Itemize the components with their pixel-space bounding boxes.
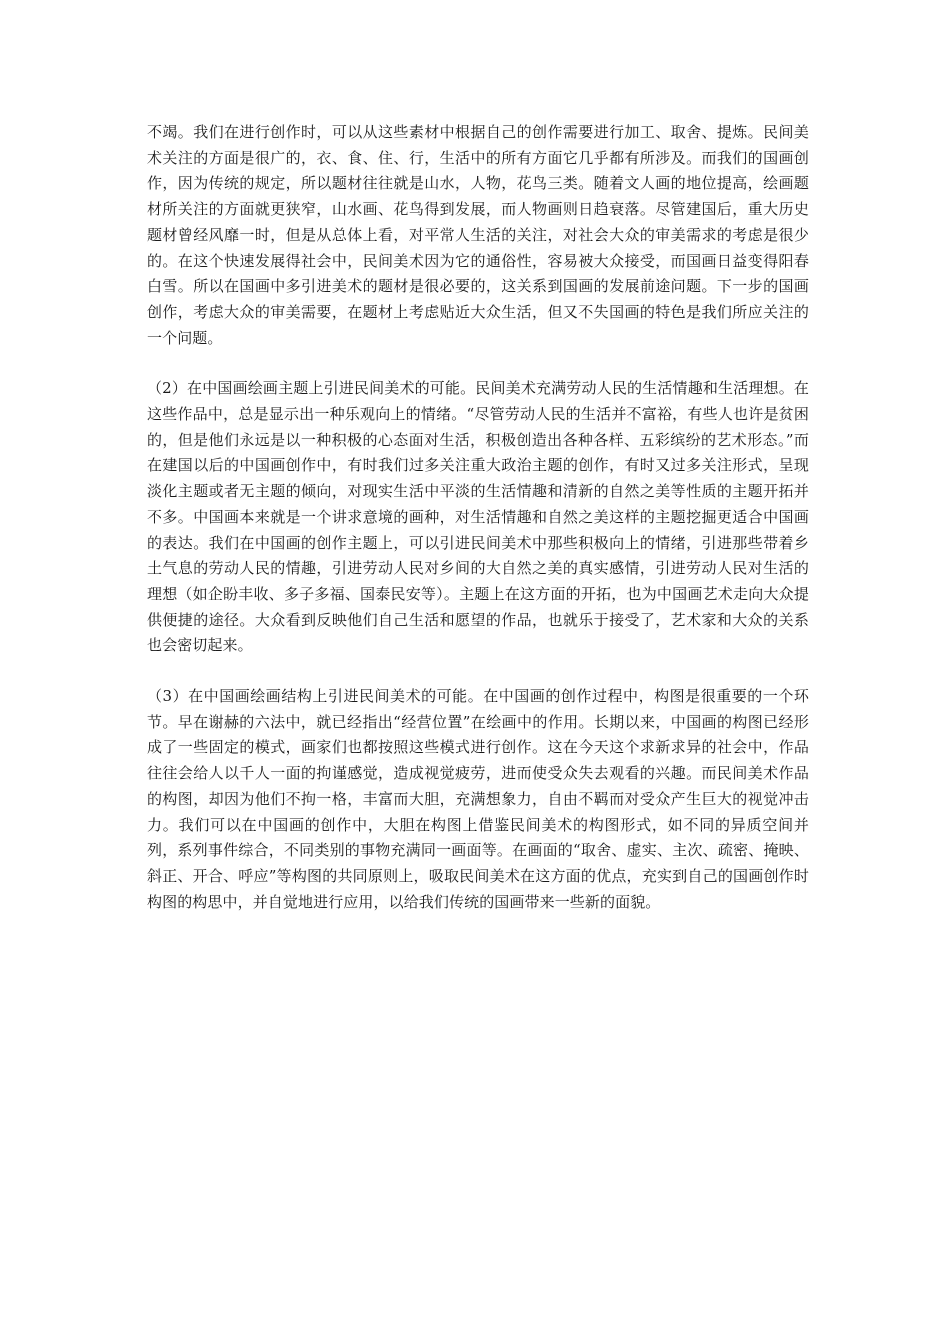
paragraph-subject-matter: 不竭。我们在进行创作时，可以从这些素材中根据自己的创作需要进行加工、取舍、提炼。民间美术关注的方面是很广的，衣、食、住、行，生活中的所有方面它几乎都有所涉及。而我们的国画创作，因为传统的规定，所以题材往往就是山水，人物，花鸟三类。随着文人画的地位提高，绘画题材所关注的方面就更狭窄，山水画、花鸟得到发展，而人物画则日趋衰落。尽管建国后，重大历史题材曾经风靡一时，但是从总体上看，对平常人生活的关注，对社会大众的审美需求的考虑是很少的。在这个快速发展得社会中，民间美术因为它的通俗性，容易被大众接受，而国画日益变得阳春白雪。所以在国画中多引进美术的题材是很必要的，这关系到国画的发展前途问题。下一步的国画创作，考虑大众的审美需要，在题材上考虑贴近大众生活，但又不失国画的特色是我们所应关注的一个问题。 — [147, 123, 809, 347]
paragraph-composition: （3）在中国画绘画结构上引进民间美术的可能。在中国画的创作过程中，构图是很重要的一个环节。早在谢赫的六法中，就已经指出“经营位置”在绘画中的作用。长期以来，中国画的构图已经形成了一些固定的模式，画家们也都按照这些模式进行创作。这在今天这个求新求异的社会中，作品往往会给人以千人一面的拘谨感觉，造成视觉疲劳，进而使受众失去观看的兴趣。而民间美术作品的构图，却因为他们不拘一格，丰富而大胆，充满想象力，自由不羁而对受众产生巨大的视觉冲击力。我们可以在中国画的创作中，大胆在构图上借鉴民间美术的构图形式，如不同的异质空间并列，系列事件综合，不同类别的事物充满同一画面等。在画面的“取舍、虚实、主次、疏密、掩映、斜正、开合、呼应”等构图的共同原则上，吸取民间美术在这方面的优点，充实到自己的国画创作时构图的构思中，并自觉地进行应用，以给我们传统的国画带来一些新的面貌。 — [147, 687, 809, 911]
document-body — [147, 120, 809, 915]
paragraph-theme: （2）在中国画绘画主题上引进民间美术的可能。民间美术充满劳动人民的生活情趣和生活理想。在这些作品中，总是显示出一种乐观向上的情绪。“尽管劳动人民的生活并不富裕，有些人也许是贫困的，但是他们永远是以一种积极的心态面对生活，积极创造出各种各样、五彩缤纷的艺术形态。”而在建国以后的中国画创作中，有时我们过多关注重大政治主题的创作，有时又过多关注形式，呈现淡化主题或者无主题的倾向，对现实生活中平淡的生活情趣和清新的自然之美等性质的主题开拓并不多。中国画本来就是一个讲求意境的画种，对生活情趣和自然之美这样的主题挖掘更适合中国画的表达。我们在中国画的创作主题上，可以引进民间美术中那些积极向上的情绪，引进那些带着乡土气息的劳动人民的情趣，引进劳动人民对乡间的大自然之美的真实感情，引进劳动人民对生活的理想（如企盼丰收、多子多福、国泰民安等）。主题上在这方面的开拓，也为中国画艺术走向大众提供便捷的途径。大众看到反映他们自己生活和愿望的作品，也就乐于接受了，艺术家和大众的关系也会密切起来。 — [147, 379, 809, 655]
